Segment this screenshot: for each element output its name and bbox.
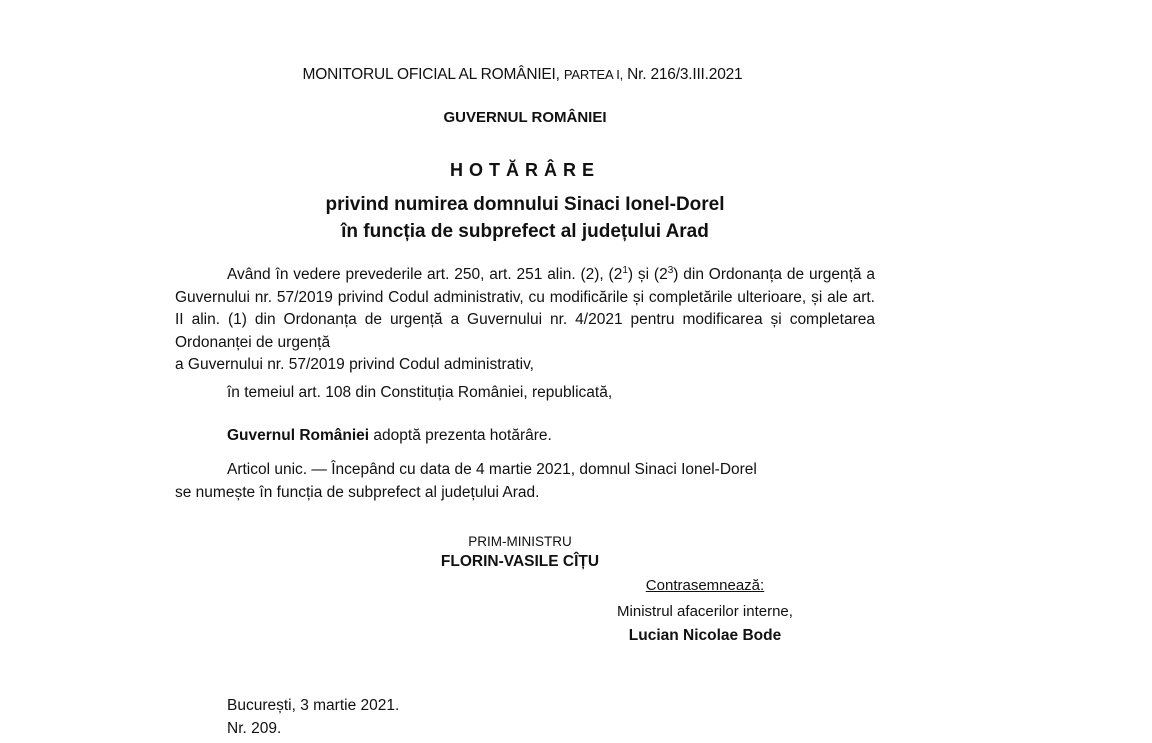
preamble-text-b: ) și (2 (627, 266, 668, 283)
publication-part: PARTEA I, (563, 67, 624, 82)
legal-basis: în temeiul art. 108 din Constituția României, republicată, (227, 384, 613, 401)
preamble-paragraph (175, 264, 875, 354)
place-and-date: București, 3 martie 2021. (227, 697, 400, 714)
publication-issue: Nr. 216/3.III.2021 (627, 66, 743, 83)
preamble-text-a: Având în vedere prevederile art. 250, art. 251 alin. (2), (2 (227, 266, 623, 283)
publication-name: MONITORUL OFICIAL AL ROMÂNIEI, (302, 66, 560, 83)
countersign-label: Contrasemnează: (645, 577, 765, 594)
article-line1: Articol unic. — Începând cu data de 4 martie 2021, domnul Sinaci Ionel-Dorel (227, 461, 757, 478)
publication-header (0, 66, 1045, 84)
preamble-text-c: ) din Ordonanța de urgență a Guvernului nr. 57/2019 privind Codul administrativ, cu modificările și completările ulterioare, și ale art. II alin. (1) din Ordonanța de urgență a Guvernului nr. 4/2021 pentru modificarea și completarea Ordonanței de urgență (175, 266, 875, 351)
prime-minister-role: PRIM-MINISTRU (468, 534, 572, 549)
issuer: GUVERNUL ROMÂNIEI (443, 109, 607, 126)
document-subtitle-line1: privind numirea domnului Sinaci Ionel-Dorel (325, 194, 725, 215)
superscript-3: 3 (667, 264, 674, 276)
document-title: HOTĂRÂRE (450, 160, 600, 180)
document-number: Nr. 209. (227, 720, 282, 737)
article-line2: se numește în funcția de subprefect al județului Arad. (175, 483, 540, 501)
minister-role: Ministrul afacerilor interne, (617, 603, 793, 620)
single-article (175, 459, 875, 504)
minister-name: Lucian Nicolae Bode (628, 627, 782, 644)
preamble-last-line: a Guvernului nr. 57/2019 privind Codul administrativ, (175, 356, 534, 373)
preamble (175, 264, 875, 377)
document-subtitle-line2: în funcția de subprefect al județului Arad (341, 221, 709, 242)
adoption-subject: Guvernul României (227, 427, 370, 444)
adoption-statement (227, 427, 552, 445)
adoption-rest: adoptă prezenta hotărâre. (369, 427, 552, 444)
prime-minister-name: FLORIN-VASILE CÎȚU (440, 553, 600, 570)
superscript-1: 1 (622, 264, 628, 276)
